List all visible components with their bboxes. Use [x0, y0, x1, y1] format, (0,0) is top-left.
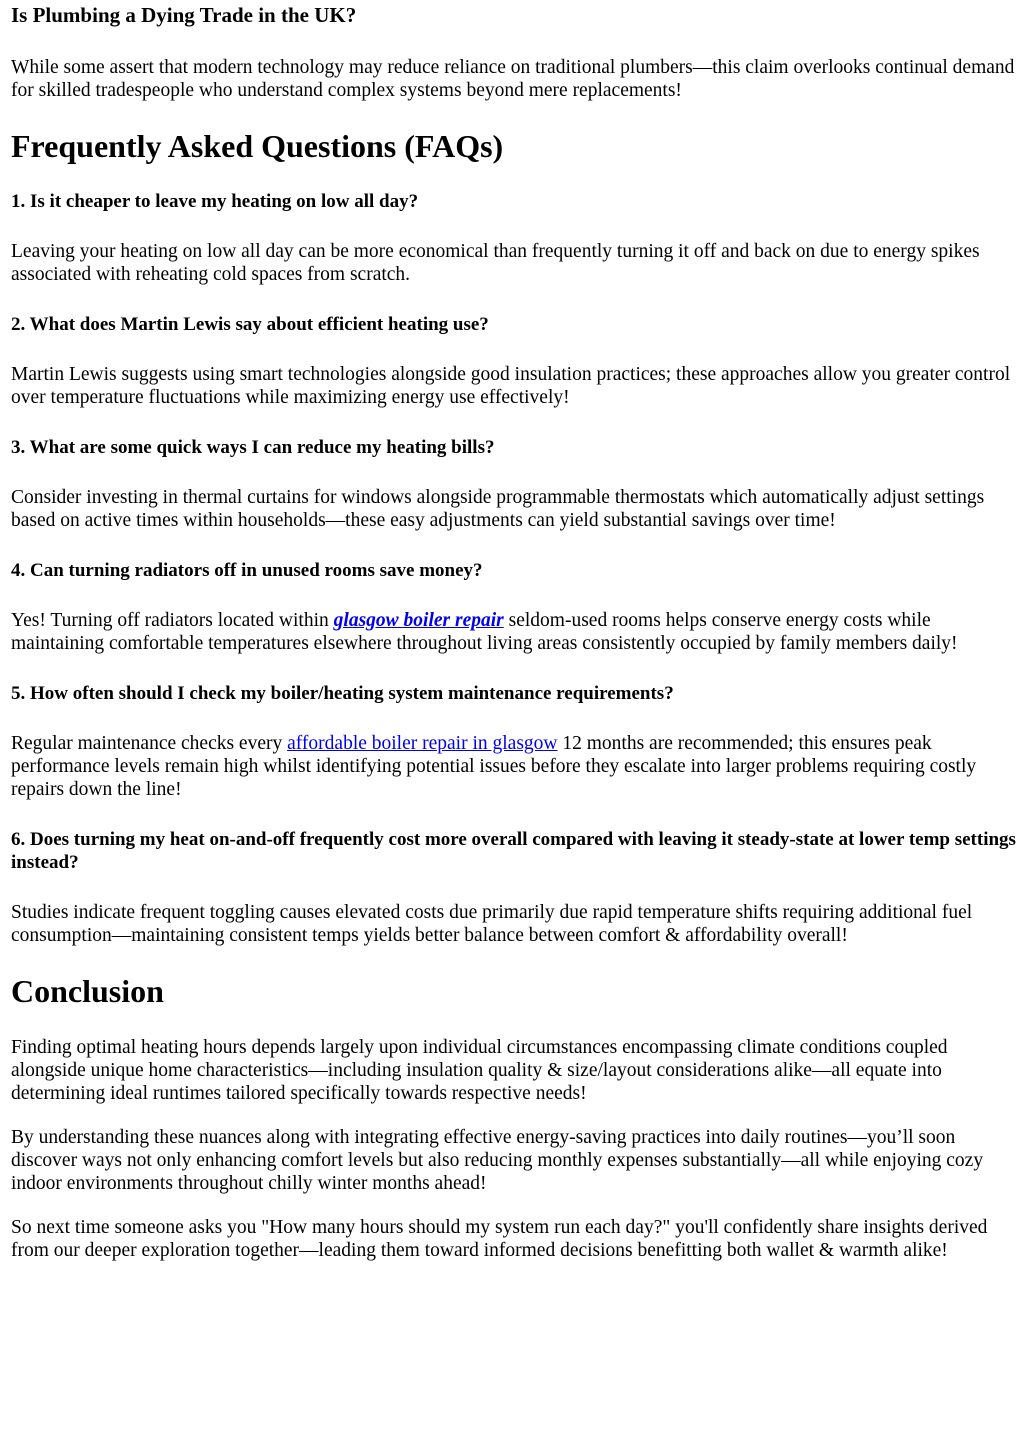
faq-question-3: 3. What are some quick ways I can reduce my heating bills? [11, 437, 495, 458]
conclusion-heading: Conclusion [11, 973, 164, 1009]
faq-question-4: 4. Can turning radiators off in unused rooms save money? [11, 560, 483, 581]
faq-answer-1: Leaving your heating on low all day can be more economical than frequently turning it off and back on due to energy spikes associated with reheating cold spaces from scratch. [11, 241, 980, 285]
faq-answer-4 [11, 609, 1016, 655]
faq-question-6: 6. Does turning my heat on-and-off frequently cost more overall compared with leaving it steady-state at lower temp settings instead? [11, 829, 1016, 873]
faq-question-1: 1. Is it cheaper to leave my heating on low all day? [11, 191, 419, 212]
faq-answer-5-text-after: 12 months are recommended; this ensures peak performance levels remain high whilst identifying potential issues before they escalate into larger problems requiring costly repairs down the line! [11, 733, 977, 800]
faq-question-2: 2. What does Martin Lewis say about efficient heating use? [11, 314, 489, 335]
conclusion-paragraph-3: So next time someone asks you "How many hours should my system run each day?" you'll confidently share insights derived from our deeper exploration together—leading them toward informed decisions benefitting both wallet & warmth alike! [11, 1217, 988, 1261]
faq-answer-5-text-before: Regular maintenance checks every [11, 733, 288, 754]
faq-heading: Frequently Asked Questions (FAQs) [11, 128, 504, 164]
conclusion-paragraph-2: By understanding these nuances along with integrating effective energy-saving practices into daily routines—you’ll soon discover ways not only enhancing comfort levels but also reducing monthly expenses substantially—all while enjoying cozy indoor environments throughout chilly winter months ahead! [11, 1127, 984, 1194]
faq-answer-4-text-after: seldom-used rooms helps conserve energy costs while maintaining comfortable temperatures elsewhere throughout living areas consistently occupied by family members daily! [11, 610, 958, 654]
section-paragraph-plumbing: While some assert that modern technology may reduce reliance on traditional plumbers—this claim overlooks continual demand for skilled tradespeople who understand complex systems beyond mere replacements! [11, 57, 1015, 101]
faq-answer-3: Consider investing in thermal curtains for windows alongside programmable thermostats which automatically adjust settings based on active times within households—these easy adjustments can yield substantial savings over time! [11, 487, 985, 531]
affordable-boiler-repair-link[interactable]: affordable boiler repair in glasgow [287, 733, 558, 754]
faq-answer-5 [11, 732, 1016, 801]
faq-answer-2: Martin Lewis suggests using smart technologies alongside good insulation practices; these approaches allow you greater control over temperature fluctuations while maximizing energy use effectively! [11, 364, 1011, 408]
glasgow-boiler-repair-link[interactable]: glasgow boiler repair [333, 610, 504, 631]
conclusion-paragraph-1: Finding optimal heating hours depends largely upon individual circumstances encompassing climate conditions coupled alongside unique home characteristics—including insulation quality & size/layout considerations alike—all equate into determining ideal runtimes tailored specifically towards respective needs! [11, 1037, 948, 1104]
faq-answer-6: Studies indicate frequent toggling causes elevated costs due primarily due rapid temperature shifts requiring additional fuel consumption—maintaining consistent temps yields better balance between comfort & affordability overall! [11, 902, 973, 946]
section-heading-plumbing: Is Plumbing a Dying Trade in the UK? [11, 3, 357, 27]
faq-question-5: 5. How often should I check my boiler/heating system maintenance requirements? [11, 683, 674, 704]
faq-answer-4-text-before: Yes! Turning off radiators located within [11, 610, 334, 631]
faq-list [11, 190, 1016, 947]
